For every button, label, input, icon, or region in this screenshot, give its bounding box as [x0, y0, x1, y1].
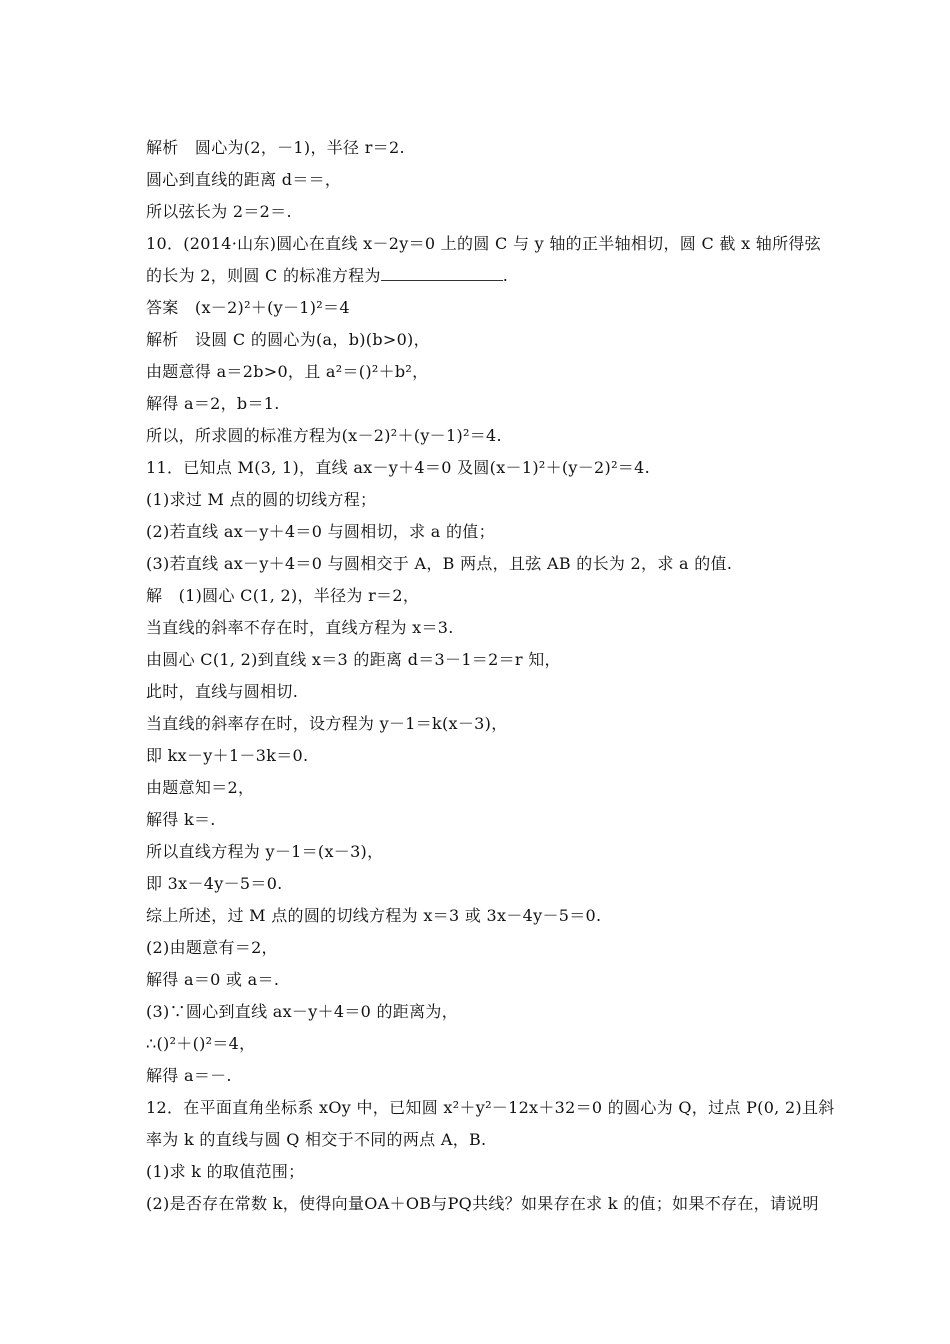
- text-line: 当直线的斜率不存在时，直线方程为 x＝3.: [146, 618, 454, 637]
- text-line: 解析 设圆 C 的圆心为(a，b)(b>0)，: [146, 330, 430, 349]
- text-line: 10．(2014·山东)圆心在直线 x－2y＝0 上的圆 C 与 y 轴的正半轴相切，圆 C 截 x 轴所得弦: [146, 234, 821, 253]
- text-line: (2)若直线 ax－y＋4＝0 与圆相切，求 a 的值；: [146, 522, 495, 541]
- text-line: 综上所述，过 M 点的圆的切线方程为 x＝3 或 3x－4y－5＝0.: [146, 906, 602, 925]
- text-line: 解 (1)圆心 C(1, 2)，半径为 r＝2，: [146, 586, 420, 605]
- text-line: 即 3x－4y－5＝0.: [146, 874, 283, 893]
- text-line: 圆心到直线的距离 d＝＝，: [146, 170, 342, 189]
- text-line: (3)∵圆心到直线 ax－y＋4＝0 的距离为，: [146, 1002, 458, 1021]
- text-line: 12．在平面直角坐标系 xOy 中，已知圆 x²＋y²－12x＋32＝0 的圆心为 Q，过点 P(0, 2)且斜: [146, 1098, 835, 1117]
- text-line: 此时，直线与圆相切.: [146, 682, 299, 701]
- text-line: 解得 k＝.: [146, 810, 216, 829]
- text-line: 由题意知＝2，: [146, 778, 255, 797]
- text-line: 当直线的斜率存在时，设方程为 y－1＝k(x－3)，: [146, 714, 508, 733]
- text-line: 解得 a＝0 或 a＝.: [146, 970, 280, 989]
- text-line: (2)由题意有＝2，: [146, 938, 278, 957]
- text-line: 由圆心 C(1, 2)到直线 x＝3 的距离 d＝3－1＝2＝r 知，: [146, 650, 561, 669]
- text-line: 11．已知点 M(3, 1)，直线 ax－y＋4＝0 及圆(x－1)²＋(y－2)²＝4.: [146, 458, 650, 477]
- text-line: 解得 a＝2，b＝1.: [146, 394, 280, 413]
- text-line: 率为 k 的直线与圆 Q 相交于不同的两点 A，B.: [146, 1130, 487, 1149]
- text-segment: 的长为 2，则圆 C 的标准方程为: [146, 266, 381, 285]
- text-line: 解得 a＝－.: [146, 1066, 232, 1085]
- text-line: 所以弦长为 2＝2＝.: [146, 202, 292, 221]
- text-line: ∴()²＋()²＝4，: [146, 1034, 256, 1053]
- text-line: (1)求 k 的取值范围；: [146, 1162, 305, 1181]
- text-line-with-blank: [146, 266, 508, 286]
- text-line: 由题意得 a＝2b>0，且 a²＝()²＋b²，: [146, 362, 429, 381]
- text-line: (3)若直线 ax－y＋4＝0 与圆相交于 A，B 两点，且弦 AB 的长为 2，求 a 的值.: [146, 554, 733, 573]
- text-line: (2)是否存在常数 k，使得向量OA＋OB与PQ共线？如果存在求 k 的值；如果不存在，请说明: [146, 1194, 819, 1213]
- text-line: 所以直线方程为 y－1＝(x－3)，: [146, 842, 384, 861]
- text-line: 所以，所求圆的标准方程为(x－2)²＋(y－1)²＝4.: [146, 426, 502, 445]
- text-line: 即 kx－y＋1－3k＝0.: [146, 746, 309, 765]
- text-line: (1)求过 M 点的圆的切线方程；: [146, 490, 377, 509]
- answer-blank: [381, 266, 503, 281]
- text-line: 答案 (x－2)²＋(y－1)²＝4: [146, 298, 350, 317]
- text-line: 解析 圆心为(2，－1)，半径 r＝2.: [146, 138, 405, 157]
- text-segment: .: [502, 266, 509, 285]
